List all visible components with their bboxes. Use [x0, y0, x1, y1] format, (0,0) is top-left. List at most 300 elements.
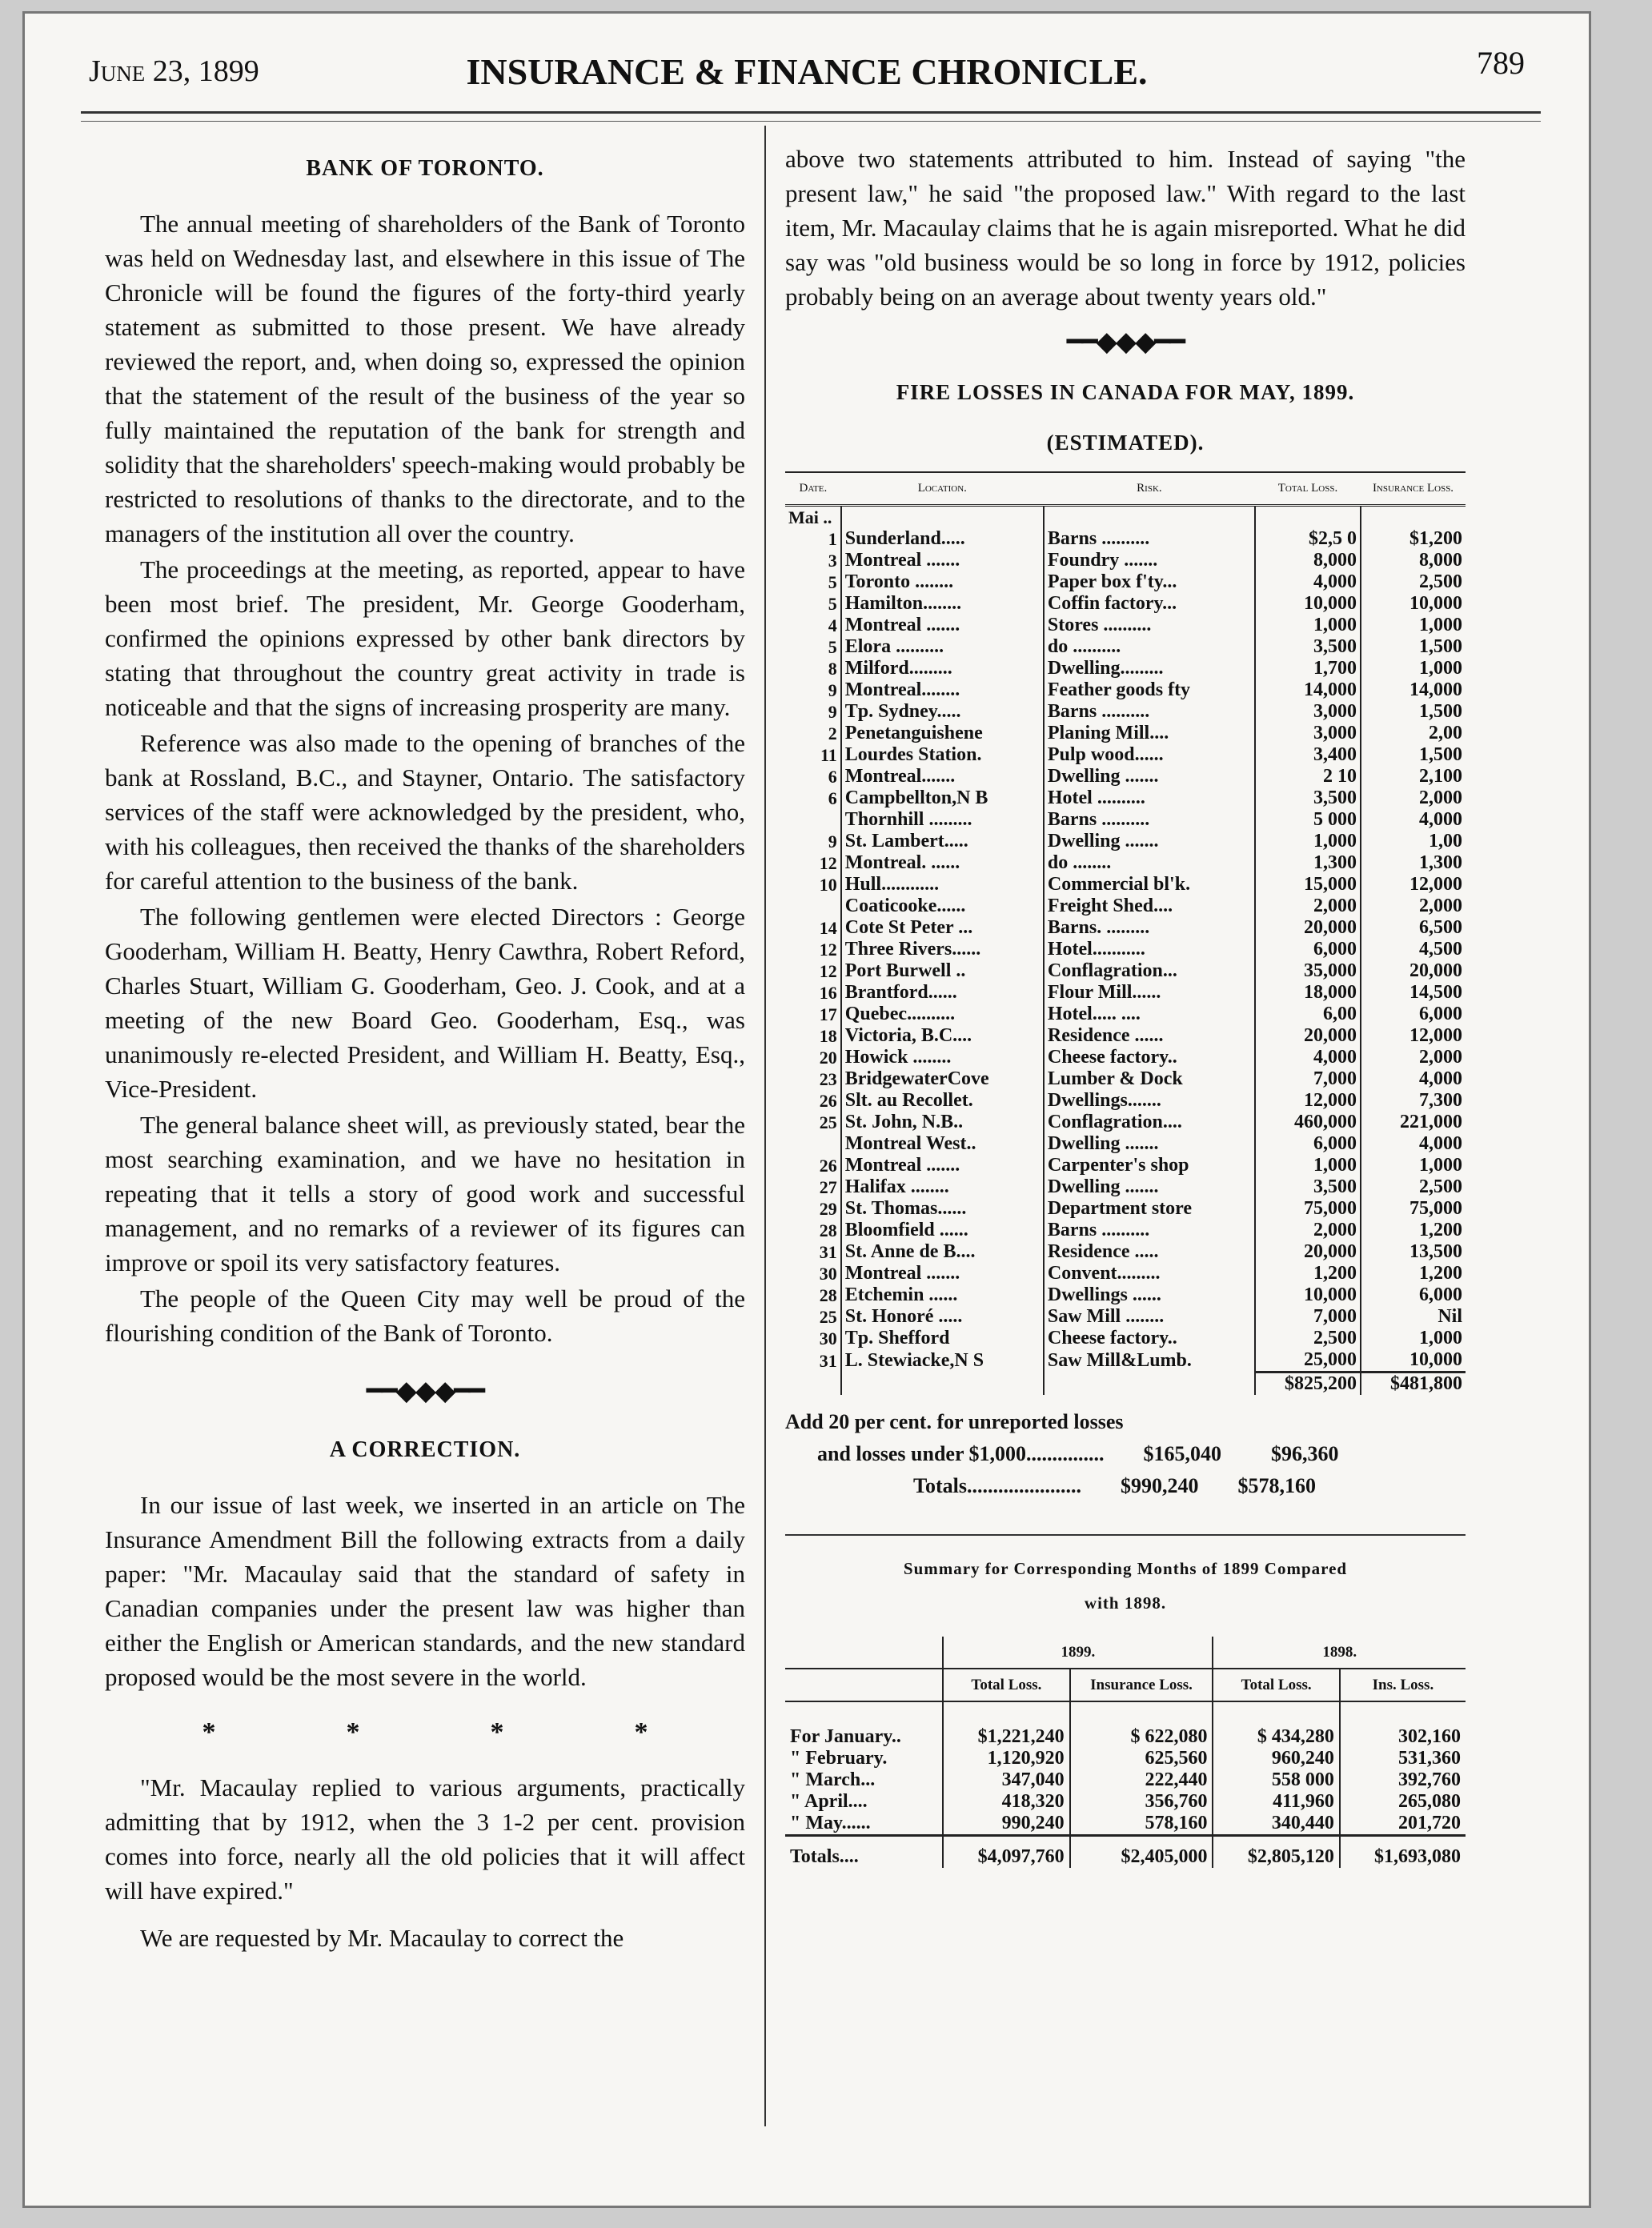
summary-1898-insurance: 265,080	[1340, 1791, 1466, 1813]
ornament-divider: ━━◆◆◆━━	[366, 1376, 484, 1406]
row-insurance-loss: 1,500	[1361, 701, 1466, 723]
row-location: Bloomfield ......	[841, 1220, 1044, 1241]
fire-loss-row	[785, 723, 1466, 744]
fire-loss-row	[785, 593, 1466, 615]
row-total-loss: 2,500	[1255, 1328, 1361, 1349]
row-total-loss: 1,000	[1255, 615, 1361, 636]
row-insurance-loss: 8,000	[1361, 550, 1466, 571]
fire-loss-row	[785, 896, 1466, 917]
column-divider	[764, 126, 766, 2126]
row-location: Milford.........	[841, 658, 1044, 679]
asterisk-separator: * * * *	[202, 1717, 648, 1747]
fire-loss-row	[785, 960, 1466, 982]
summary-1898-total: $2,805,120	[1213, 1836, 1339, 1869]
row-date: 29	[819, 1199, 837, 1219]
row-total-loss: 3,500	[1255, 636, 1361, 658]
fire-loss-row	[785, 658, 1466, 679]
row-total-loss: 2,000	[1255, 896, 1361, 917]
row-date: 5	[828, 594, 837, 614]
row-location: Tp. Sydney.....	[841, 701, 1044, 723]
row-risk: Dwelling .......	[1044, 1133, 1255, 1155]
row-date: 6	[828, 767, 837, 787]
row-insurance-loss: 20,000	[1361, 960, 1466, 982]
row-insurance-loss: 10,000	[1361, 1349, 1466, 1372]
summary-col: Insurance Loss.	[1070, 1669, 1213, 1701]
row-date: 2	[828, 723, 837, 743]
ornament-divider: ━━◆◆◆━━	[1066, 327, 1185, 357]
row-risk: Hotel...........	[1044, 939, 1255, 960]
bank-article	[105, 206, 745, 1350]
row-location: Port Burwell ..	[841, 960, 1044, 982]
bank-heading: BANK OF TORONTO.	[306, 156, 544, 181]
row-date: 17	[819, 1004, 837, 1024]
row-insurance-loss: 2,00	[1361, 723, 1466, 744]
row-risk: Stores ..........	[1044, 615, 1255, 636]
row-date: 28	[819, 1285, 837, 1305]
row-total-loss: 2 10	[1255, 766, 1361, 787]
fire-loss-row	[785, 571, 1466, 593]
row-total-loss: 3,500	[1255, 1176, 1361, 1198]
fire-loss-row	[785, 1328, 1466, 1349]
row-location: Cote St Peter ...	[841, 917, 1044, 939]
row-total-loss: 7,000	[1255, 1068, 1361, 1090]
bank-paragraph: The annual meeting of shareholders of the Bank of Toronto was held on Wednesday last, and elsewhere in this issue of The Chronicle will be found the figures of the forty-third yearly statement as submitted to those present. We have already reviewed the report, and, when doing so, expressed the opinion that the statement of the result of the business of the year so fully maintained the reputation of the bank for strength and solidity that the shareholders' speech-making would probably be restricted to resolutions of thanks to the directorate, and to the managers of the institution all over the country.	[105, 210, 745, 547]
row-date: 16	[819, 983, 837, 1003]
row-risk: Carpenter's shop	[1044, 1155, 1255, 1176]
bank-paragraph: Reference was also made to the opening of branches of the bank at Rossland, B.C., and Stayner, Ontario. The satisfactory services of the staff were acknowledged by the president, who, with his colleagues, then received the thanks of the shareholders for careful attention to the business of the bank.	[105, 729, 745, 895]
fire-loss-row	[785, 1176, 1466, 1198]
adjustment-total-loss: $165,040	[1143, 1442, 1222, 1465]
summary-col: Total Loss.	[943, 1669, 1069, 1701]
fire-losses-subheading: (ESTIMATED).	[1046, 431, 1205, 455]
col-header-total-loss: Total Loss.	[1255, 472, 1361, 506]
row-date	[785, 1133, 841, 1155]
row-insurance-loss: 2,500	[1361, 571, 1466, 593]
fire-loss-row	[785, 1284, 1466, 1306]
summary-1899-total: 1,120,920	[943, 1748, 1069, 1769]
adjustment-line: Add 20 per cent. for unreported losses	[785, 1410, 1124, 1433]
row-insurance-loss: 1,000	[1361, 1155, 1466, 1176]
issue-date: June 23, 1899	[89, 54, 259, 88]
row-date: 4	[828, 615, 837, 635]
right-column	[785, 142, 1466, 1868]
row-location: Campbellton,N B	[841, 787, 1044, 809]
row-location: Montreal.......	[841, 766, 1044, 787]
row-total-loss: 1,000	[1255, 831, 1361, 852]
summary-1899-total: 418,320	[943, 1791, 1069, 1813]
row-insurance-loss: $1,200	[1361, 528, 1466, 550]
fire-table-body	[785, 506, 1466, 1396]
continuation-paragraph: above two statements attributed to him. Instead of saying "the present law," he said "the proposed law." With regard to the last item, Mr. Macaulay claims that he is again misreported. What he did say was "old business would be so long in force by 1912, policies probably being on an average about twenty years old."	[785, 145, 1466, 311]
fire-loss-row	[785, 1349, 1466, 1372]
row-risk: do ..........	[1044, 636, 1255, 658]
summary-row	[785, 1791, 1466, 1813]
fire-loss-row	[785, 852, 1466, 874]
row-date: 27	[819, 1177, 837, 1197]
row-date: 28	[819, 1220, 837, 1240]
summary-1899-insurance: $ 622,080	[1070, 1701, 1213, 1748]
row-insurance-loss: 1,200	[1361, 1220, 1466, 1241]
summary-heading: Summary for Corresponding Months of 1899 Compared	[903, 1559, 1348, 1578]
row-total-loss: 1,300	[1255, 852, 1361, 874]
row-risk: Feather goods fty	[1044, 679, 1255, 701]
row-insurance-loss: 4,000	[1361, 1133, 1466, 1155]
row-insurance-loss: 2,000	[1361, 896, 1466, 917]
row-date: 11	[820, 745, 837, 765]
row-location: Halifax ........	[841, 1176, 1044, 1198]
row-insurance-loss: 6,000	[1361, 1004, 1466, 1025]
row-date: 23	[819, 1069, 837, 1089]
fire-total-loss: $825,200	[1255, 1372, 1361, 1396]
row-total-loss: 10,000	[1255, 593, 1361, 615]
row-risk: Freight Shed....	[1044, 896, 1255, 917]
row-insurance-loss: 75,000	[1361, 1198, 1466, 1220]
row-location: St. John, N.B..	[841, 1112, 1044, 1133]
row-risk: do ........	[1044, 852, 1255, 874]
row-insurance-loss: 6,500	[1361, 917, 1466, 939]
row-risk: Dwellings ......	[1044, 1284, 1255, 1306]
summary-label: " May......	[790, 1813, 871, 1833]
summary-label: For January..	[790, 1726, 901, 1747]
row-total-loss: 6,000	[1255, 1133, 1361, 1155]
row-date: 30	[819, 1264, 837, 1284]
row-insurance-loss: 1,000	[1361, 1328, 1466, 1349]
row-location: Thornhill .........	[841, 809, 1044, 831]
row-total-loss: 35,000	[1255, 960, 1361, 982]
row-date: 9	[828, 831, 837, 852]
correction-heading: A CORRECTION.	[329, 1437, 521, 1462]
row-risk: Barns ..........	[1044, 1220, 1255, 1241]
row-risk: Planing Mill....	[1044, 723, 1255, 744]
row-insurance-loss: 2,100	[1361, 766, 1466, 787]
row-date: 10	[819, 875, 837, 895]
row-date	[785, 809, 841, 831]
row-date: 18	[819, 1026, 837, 1046]
row-total-loss: 6,000	[1255, 939, 1361, 960]
col-header-date: Date.	[785, 472, 841, 506]
fire-loss-row	[785, 1068, 1466, 1090]
row-location: Hull............	[841, 874, 1044, 896]
fire-loss-row	[785, 528, 1466, 550]
row-location: Montreal .......	[841, 1263, 1044, 1284]
row-date: 14	[819, 918, 837, 938]
bank-paragraph: The proceedings at the meeting, as reported, appear to have been most brief. The president, Mr. George Gooderham, confirmed the opinions expressed by other bank directors by stating that throughout the country great activity in trade is noticeable and that the signs of increasing prosperity are many.	[105, 555, 745, 721]
row-insurance-loss: 12,000	[1361, 874, 1466, 896]
row-date: 8	[828, 659, 837, 679]
correction-paragraph: "Mr. Macaulay replied to various arguments, practically admitting that by 1912, when the 3 1-2 per cent. provision comes into force, nearly all the old policies that it will affect will have expired."	[105, 1773, 745, 1905]
summary-1898-insurance: 302,160	[1340, 1701, 1466, 1748]
bank-paragraph: The following gentlemen were elected Directors : George Gooderham, William H. Beatty, Henry Cawthra, Robert Reford, Charles Stuart, William G. Gooderham, Geo. J. Cook, and at a meeting of the new Board Geo. Gooderham, Esq., was unanimously re-elected President, and William H. Beatty, Esq., Vice-President.	[105, 903, 745, 1103]
fire-loss-row	[785, 1004, 1466, 1025]
year-1899: 1899.	[943, 1637, 1213, 1669]
adjustment-line: and losses under $1,000...............	[817, 1442, 1105, 1465]
row-total-loss: 8,000	[1255, 550, 1361, 571]
fire-loss-row	[785, 1155, 1466, 1176]
header-rule-thin	[81, 121, 1541, 122]
row-total-loss: 4,000	[1255, 571, 1361, 593]
row-insurance-loss: 1,500	[1361, 636, 1466, 658]
row-location: Montreal .......	[841, 615, 1044, 636]
summary-1898-total: 960,240	[1213, 1748, 1339, 1769]
row-total-loss: 6,00	[1255, 1004, 1361, 1025]
row-location: Howick ........	[841, 1047, 1044, 1068]
fire-table-header	[785, 472, 1466, 506]
row-location: Etchemin ......	[841, 1284, 1044, 1306]
row-total-loss: 2,000	[1255, 1220, 1361, 1241]
fire-loss-row	[785, 636, 1466, 658]
row-insurance-loss: 2,000	[1361, 1047, 1466, 1068]
row-date: 3	[828, 551, 837, 571]
row-insurance-loss: 1,000	[1361, 615, 1466, 636]
row-risk: Foundry .......	[1044, 550, 1255, 571]
summary-label: " April....	[790, 1791, 868, 1812]
row-risk: Saw Mill&Lumb.	[1044, 1349, 1255, 1372]
fire-loss-row	[785, 679, 1466, 701]
row-risk: Hotel ..........	[1044, 787, 1255, 809]
left-column	[105, 142, 745, 1957]
row-date: 31	[819, 1242, 837, 1262]
row-insurance-loss: 1,00	[1361, 831, 1466, 852]
row-total-loss: 12,000	[1255, 1090, 1361, 1112]
row-location: Slt. au Recollet.	[841, 1090, 1044, 1112]
summary-1898-total: $ 434,280	[1213, 1701, 1339, 1748]
fire-loss-row	[785, 615, 1466, 636]
row-location: St. Lambert.....	[841, 831, 1044, 852]
summary-1899-total: 990,240	[943, 1813, 1069, 1836]
row-risk: Barns. .........	[1044, 917, 1255, 939]
row-risk: Hotel..... ....	[1044, 1004, 1255, 1025]
summary-row	[785, 1813, 1466, 1836]
row-risk: Dwelling .......	[1044, 1176, 1255, 1198]
row-risk: Cheese factory..	[1044, 1328, 1255, 1349]
row-date: 9	[828, 702, 837, 722]
row-risk: Coffin factory...	[1044, 593, 1255, 615]
row-risk: Dwellings.......	[1044, 1090, 1255, 1112]
row-location: Coaticooke......	[841, 896, 1044, 917]
summary-1898-insurance: 531,360	[1340, 1748, 1466, 1769]
summary-1898-total: 411,960	[1213, 1791, 1339, 1813]
row-date	[785, 896, 841, 917]
adjustment-block	[785, 1406, 1466, 1502]
summary-1898-total: 340,440	[1213, 1813, 1339, 1836]
summary-1899-insurance: 222,440	[1070, 1769, 1213, 1791]
row-risk: Dwelling.........	[1044, 658, 1255, 679]
row-total-loss: 20,000	[1255, 1241, 1361, 1263]
row-insurance-loss: Nil	[1361, 1306, 1466, 1328]
row-location: Montreal .......	[841, 1155, 1044, 1176]
row-risk: Saw Mill ........	[1044, 1306, 1255, 1328]
summary-table-body	[785, 1701, 1466, 1868]
row-insurance-loss: 6,000	[1361, 1284, 1466, 1306]
row-insurance-loss: 4,000	[1361, 1068, 1466, 1090]
row-date: 5	[828, 572, 837, 592]
header-rule	[81, 111, 1541, 114]
row-risk: Dwelling .......	[1044, 766, 1255, 787]
fire-loss-row	[785, 1047, 1466, 1068]
row-location: Lourdes Station.	[841, 744, 1044, 766]
grand-insurance-loss: $578,160	[1237, 1474, 1316, 1497]
fire-losses-table	[785, 471, 1466, 1395]
row-total-loss: 7,000	[1255, 1306, 1361, 1328]
fire-loss-row	[785, 1263, 1466, 1284]
fire-loss-row	[785, 939, 1466, 960]
fire-loss-row	[785, 701, 1466, 723]
summary-1898-total: 558 000	[1213, 1769, 1339, 1791]
row-date: 31	[819, 1350, 837, 1371]
bank-paragraph: The general balance sheet will, as previously stated, bear the most searching examination, and we have no hesitation in repeating that it tells a story of good work and successful management, and no remarks of a reviewer of its figures can improve or spoil its very satisfactory features.	[105, 1111, 745, 1276]
correction-paragraph: In our issue of last week, we inserted in an article on The Insurance Amendment Bill the following extracts from a daily paper: "Mr. Macaulay said that the standard of safety in Canadian companies under the present law was higher than either the English or American standards, and the new standard proposed would be the most severe in the world.	[105, 1491, 745, 1691]
row-date: 25	[819, 1307, 837, 1327]
summary-1899-insurance: 578,160	[1070, 1813, 1213, 1836]
bank-paragraph: The people of the Queen City may well be proud of the flourishing condition of the Bank of Toronto.	[105, 1284, 745, 1347]
row-location: Three Rivers......	[841, 939, 1044, 960]
summary-1899-total: $1,221,240	[943, 1701, 1069, 1748]
row-risk: Lumber & Dock	[1044, 1068, 1255, 1090]
row-total-loss: 20,000	[1255, 1025, 1361, 1047]
row-date: 5	[828, 637, 837, 657]
row-date: 6	[828, 788, 837, 808]
row-total-loss: 15,000	[1255, 874, 1361, 896]
summary-col-row	[785, 1669, 1466, 1701]
summary-1899-insurance: $2,405,000	[1070, 1836, 1213, 1869]
row-risk: Cheese factory..	[1044, 1047, 1255, 1068]
correction-paragraph: We are requested by Mr. Macaulay to correct the	[140, 1924, 624, 1952]
fire-losses-heading: FIRE LOSSES IN CANADA FOR MAY, 1899.	[896, 380, 1355, 404]
newspaper-page	[22, 11, 1591, 2208]
summary-total-row	[785, 1836, 1466, 1869]
row-insurance-loss: 1,500	[1361, 744, 1466, 766]
row-insurance-loss: 12,000	[1361, 1025, 1466, 1047]
row-total-loss: 460,000	[1255, 1112, 1361, 1133]
row-total-loss: 1,000	[1255, 1155, 1361, 1176]
summary-label: " March...	[790, 1769, 876, 1790]
row-total-loss: 10,000	[1255, 1284, 1361, 1306]
month-row	[785, 506, 1466, 529]
row-location: Montreal .......	[841, 550, 1044, 571]
row-risk: Flour Mill......	[1044, 982, 1255, 1004]
summary-1899-total: $4,097,760	[943, 1836, 1069, 1869]
fire-loss-row	[785, 982, 1466, 1004]
row-location: Penetanguishene	[841, 723, 1044, 744]
row-location: Victoria, B.C....	[841, 1025, 1044, 1047]
summary-1898-insurance: 392,760	[1340, 1769, 1466, 1791]
fire-loss-row	[785, 1241, 1466, 1263]
row-total-loss: 3,000	[1255, 723, 1361, 744]
fire-loss-row	[785, 1090, 1466, 1112]
page-number: 789	[1477, 45, 1525, 81]
row-location: Toronto ........	[841, 571, 1044, 593]
row-risk: Residence ......	[1044, 1025, 1255, 1047]
row-total-loss: 3,500	[1255, 787, 1361, 809]
row-insurance-loss: 14,000	[1361, 679, 1466, 701]
row-risk: Dwelling .......	[1044, 831, 1255, 852]
grand-totals-label: Totals......................	[913, 1474, 1081, 1497]
row-location: Tp. Shefford	[841, 1328, 1044, 1349]
row-insurance-loss: 2,000	[1361, 787, 1466, 809]
fire-loss-row	[785, 550, 1466, 571]
row-date: 12	[819, 940, 837, 960]
row-location: Quebec..........	[841, 1004, 1044, 1025]
row-total-loss: 18,000	[1255, 982, 1361, 1004]
month-label: Mai ..	[788, 507, 832, 527]
row-date: 26	[819, 1091, 837, 1111]
summary-row	[785, 1748, 1466, 1769]
row-risk: Pulp wood......	[1044, 744, 1255, 766]
row-date: 12	[819, 961, 837, 981]
summary-table	[785, 1637, 1466, 1868]
summary-1898-insurance: $1,693,080	[1340, 1836, 1466, 1869]
row-insurance-loss: 1,000	[1361, 658, 1466, 679]
row-date: 20	[819, 1048, 837, 1068]
row-location: Montreal. ......	[841, 852, 1044, 874]
summary-1899-total: 347,040	[943, 1769, 1069, 1791]
row-insurance-loss: 1,200	[1361, 1263, 1466, 1284]
publication-title: INSURANCE & FINANCE CHRONICLE.	[466, 51, 1148, 92]
fire-loss-row	[785, 917, 1466, 939]
grand-total-loss: $990,240	[1120, 1474, 1199, 1497]
row-total-loss: 5 000	[1255, 809, 1361, 831]
summary-year-row	[785, 1637, 1466, 1669]
fire-loss-row	[785, 1220, 1466, 1241]
row-total-loss: 25,000	[1255, 1349, 1361, 1372]
row-location: Hamilton........	[841, 593, 1044, 615]
row-location: St. Honoré .....	[841, 1306, 1044, 1328]
row-risk: Barns ..........	[1044, 809, 1255, 831]
row-total-loss: 3,000	[1255, 701, 1361, 723]
row-insurance-loss: 1,300	[1361, 852, 1466, 874]
row-insurance-loss: 4,500	[1361, 939, 1466, 960]
row-date: 1	[828, 529, 837, 549]
row-location: St. Thomas......	[841, 1198, 1044, 1220]
fire-loss-row	[785, 744, 1466, 766]
fire-loss-row	[785, 766, 1466, 787]
row-risk: Conflagration....	[1044, 1112, 1255, 1133]
fire-loss-row	[785, 1306, 1466, 1328]
row-location: Sunderland.....	[841, 528, 1044, 550]
adjustment-insurance-loss: $96,360	[1271, 1442, 1339, 1465]
summary-row	[785, 1701, 1466, 1748]
row-insurance-loss: 13,500	[1361, 1241, 1466, 1263]
row-location: Montreal West..	[841, 1133, 1044, 1155]
row-risk: Conflagration...	[1044, 960, 1255, 982]
row-total-loss: 75,000	[1255, 1198, 1361, 1220]
summary-col: Total Loss.	[1213, 1669, 1339, 1701]
row-insurance-loss: 221,000	[1361, 1112, 1466, 1133]
col-header-risk: Risk.	[1044, 472, 1255, 506]
row-risk: Commercial bl'k.	[1044, 874, 1255, 896]
summary-subheading: with 1898.	[1084, 1593, 1167, 1613]
fire-loss-row	[785, 1025, 1466, 1047]
row-total-loss: $2,5 0	[1255, 528, 1361, 550]
fire-loss-row	[785, 1198, 1466, 1220]
row-insurance-loss: 4,000	[1361, 809, 1466, 831]
fire-loss-row	[785, 1133, 1466, 1155]
row-date: 26	[819, 1156, 837, 1176]
page-header	[25, 45, 1589, 102]
row-total-loss: 3,400	[1255, 744, 1361, 766]
row-risk: Barns ..........	[1044, 701, 1255, 723]
col-header-insurance-loss: Insurance Loss.	[1361, 472, 1466, 506]
row-risk: Department store	[1044, 1198, 1255, 1220]
fire-total-row	[785, 1372, 1466, 1396]
row-risk: Paper box f'ty...	[1044, 571, 1255, 593]
row-risk: Residence .....	[1044, 1241, 1255, 1263]
row-location: L. Stewiacke,N S	[841, 1349, 1044, 1372]
summary-row	[785, 1769, 1466, 1791]
row-location: Elora ..........	[841, 636, 1044, 658]
row-date: 9	[828, 680, 837, 700]
row-location: Brantford......	[841, 982, 1044, 1004]
